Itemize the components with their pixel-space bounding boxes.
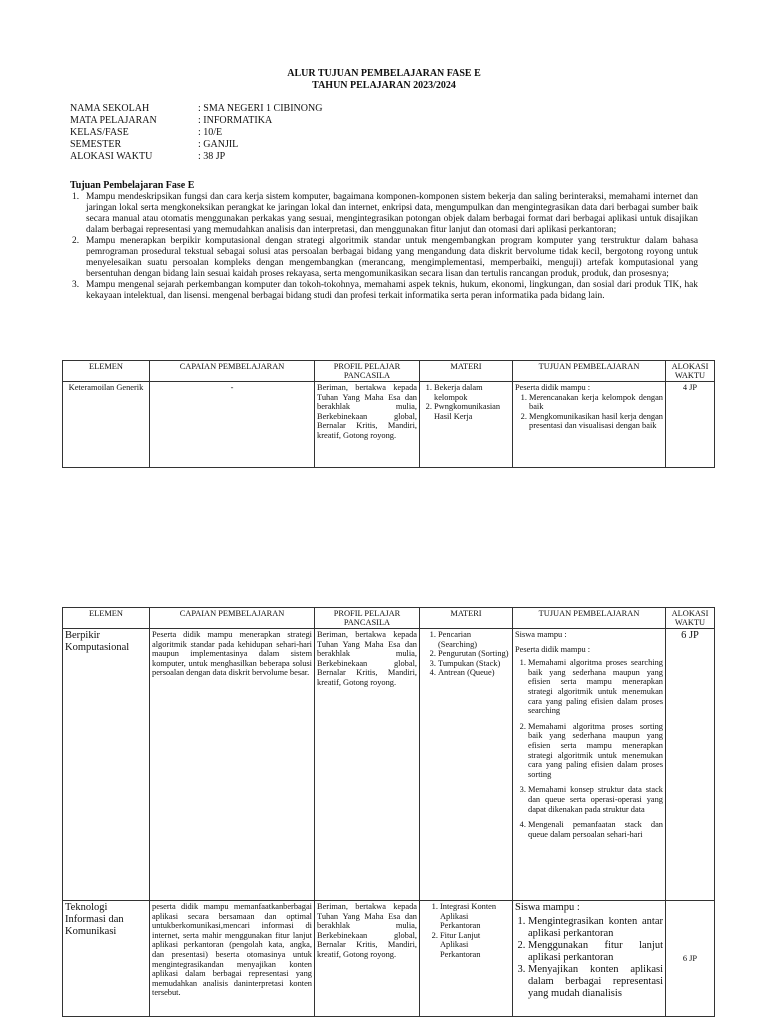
- header-capaian: CAPAIAN PEMBELAJARAN: [150, 608, 315, 629]
- cell-tujuan: [513, 382, 666, 468]
- cell-capaian: -: [150, 382, 315, 468]
- identity-row: [70, 115, 498, 127]
- header-materi: MATERI: [420, 608, 513, 629]
- table-header-row: [63, 361, 715, 382]
- materi-item: 1. Bekerja dalam kelompok: [434, 383, 510, 402]
- materi-list: [422, 383, 510, 421]
- cell-tujuan: [513, 629, 666, 901]
- identity-value: : SMA NEGERI 1 CIBINONG: [198, 103, 323, 114]
- goals-list: [70, 192, 698, 302]
- cell-capaian: Peserta didik mampu menerapkan strategi algoritmik standar pada kehidupan sehari-hari maupun implementasinya dalam sistem komputer, untuk menghasilkan beberapa solusi persoalan dengan data diskrit bervolume besar.: [150, 629, 315, 901]
- materi-list: [422, 630, 510, 678]
- materi-list: [422, 902, 510, 960]
- tujuan-item: 3. Menyajikan konten aplikasi dalam berbagai representasi yang mudah dianalisis: [528, 964, 663, 1000]
- document-subtitle: TAHUN PELAJARAN 2023/2024: [312, 80, 456, 91]
- goal-text: Mampu menerapkan berpikir komputasional dengan strategi algoritmik standar untuk mengembangkan program komputer yang terstruktur dalam bahasa pemrograman prosedural tekstual sebagai solusi atas persoalan berbagai bidang yang mengandung data diskrit bervolume tidak kecil, bergotong royong untuk menyelesaikan suatu persoalan kompleks dengan mengembangkan (merancang, mengimplementasi, memperbaiki, menguji) artefak komputasional yang bersentuhan dengan bidang lain sesuai kaidah proses rekayasa, serta mengomunikasikan secara lisan dan tertulis rancangan produk, produk, dan prosesnya;: [86, 236, 698, 279]
- identity-value: : 38 JP: [198, 151, 226, 162]
- goal-item: [70, 192, 698, 236]
- tujuan-list: [515, 658, 663, 839]
- tujuan-item: 3. Memahami konsep struktur data stack dan queue serta operasi-operasi yang dapat dikenakan pada struktur data: [528, 785, 663, 814]
- tujuan-intro: Siswa mampu :: [515, 630, 567, 639]
- identity-block: [70, 103, 498, 163]
- goal-number: 3.: [72, 280, 80, 290]
- identity-row: [70, 103, 498, 115]
- tujuan-intro: Peserta didik mampu :: [515, 383, 591, 392]
- cell-profil: Beriman, bertakwa kepada Tuhan Yang Maha Esa dan berakhlak mulia, Berkebinekaan global, Bernalar Kritis, Mandiri, kreatif, Gotong royong.: [315, 901, 420, 1017]
- header-elemen: ELEMEN: [63, 608, 150, 629]
- cell-profil: Beriman, bertakwa kepada Tuhan Yang Maha Esa dan berakhlak mulia, Berkebinekaan global, Bernalar Kritis, Mandiri, kreatif, Gotong royong.: [315, 629, 420, 901]
- header-alokasi: ALOKASI WAKTU: [666, 361, 715, 382]
- learning-table-1: [62, 360, 715, 468]
- header-profil: PROFIL PELAJAR PANCASILA: [315, 361, 420, 382]
- identity-value: : GANJIL: [198, 139, 239, 150]
- cell-materi: [420, 901, 513, 1017]
- table-header-row: [63, 608, 715, 629]
- tujuan-item: 1. Memahami algoritma proses searching baik yang sederhana maupun yang efisien serta mampu menerapkan strategi algoritmik untuk menemukan cara yang paling efisien dalam proses searching: [528, 658, 663, 716]
- cell-elemen: Berpikir Komputasional: [63, 629, 150, 901]
- materi-item: 2. Pwngkomunikasian Hasil Kerja: [434, 402, 510, 421]
- identity-value: : 10/E: [198, 127, 223, 138]
- identity-label: ALOKASI WAKTU: [70, 151, 153, 162]
- cell-alokasi: 6 JP: [666, 901, 715, 1017]
- tujuan-item: 4. Mengenali pemanfaatan stack dan queue dalam persoalan sehari-hari: [528, 820, 663, 839]
- tujuan-intro-secondary: Peserta didik mampu :: [515, 644, 591, 654]
- tujuan-item: 1. Merencanakan kerja kelompok dengan baik: [529, 393, 663, 412]
- table-row: [63, 901, 715, 1017]
- materi-item: 3. Tumpukan (Stack): [438, 659, 510, 669]
- materi-item: 2. Pengurutan (Sorting): [438, 649, 510, 659]
- identity-label: SEMESTER: [70, 139, 122, 150]
- header-capaian: CAPAIAN PEMBELAJARAN: [150, 361, 315, 382]
- table-row: [63, 629, 715, 901]
- tujuan-item: 2. Mengkomunikasikan hasil kerja dengan presentasi dan visualisasi dengan baik: [529, 412, 663, 431]
- identity-row: [70, 139, 498, 151]
- identity-label: KELAS/FASE: [70, 127, 129, 138]
- tujuan-item: 1. Mengintegrasikan konten antar aplikasi perkantoran: [528, 916, 663, 940]
- tujuan-item: 2. Menggunakan fitur lanjut aplikasi perkantoran: [528, 940, 663, 964]
- goal-item: [70, 236, 698, 280]
- identity-value: : INFORMATIKA: [198, 115, 273, 126]
- materi-item: 1. Pencarian (Searching): [438, 630, 510, 649]
- goal-text: Mampu mengenal sejarah perkembangan komputer dan tokoh-tokohnya, memahami aspek teknis, hukum, ekonomi, lingkungan, dan sosial dari produk TIK, hak kekayaan intelektual, dan lisensi. mengenal berbagai bidang studi dan profesi terkait informatika serta peran informatika pada bidang lain.: [86, 280, 698, 301]
- header-tujuan: TUJUAN PEMBELAJARAN: [513, 608, 666, 629]
- identity-label: NAMA SEKOLAH: [70, 103, 150, 114]
- cell-profil: Beriman, bertakwa kepada Tuhan Yang Maha Esa dan berakhlak mulia, Berkebinekaan global, Bernalar Kritis, Mandiri, kreatif, Gotong royong.: [315, 382, 420, 468]
- identity-row: [70, 151, 498, 163]
- header-tujuan: TUJUAN PEMBELAJARAN: [513, 361, 666, 382]
- goal-text: Mampu mendeskripsikan fungsi dan cara kerja sistem komputer, bagaimana komponen-komponen sistem bekerja dan saling berinteraksi, memahami internet dan jaringan lokal serta mengkoneksikan perangkat ke jaringan lokal dan internet, enkripsi data, mengumpulkan dan mengintegrasikan data dari berbagai sumber baik secara manual atau otomatis menggunakan perkakas yang sesuai, mengintegrasikan potongan objek dalam berbagai format dari berbagai aplikasi untuk disajikan dalam berbagai representasi yang memudahkan analisis dan interpretasi, dan menggunakan fitur lanjut dan otomasi dari aplikasi perkantoran;: [86, 192, 698, 235]
- tujuan-list: [515, 916, 663, 1000]
- goal-number: 1.: [72, 192, 80, 202]
- materi-item: 1. Integrasi Konten Aplikasi Perkantoran: [440, 902, 510, 931]
- table-row: [63, 382, 715, 468]
- goal-number: 2.: [72, 236, 80, 246]
- cell-alokasi: 4 JP: [666, 382, 715, 468]
- goal-item: [70, 280, 698, 302]
- cell-elemen: Teknologi Informasi dan Komunikasi: [63, 901, 150, 1017]
- learning-table-2: [62, 607, 715, 1017]
- identity-row: [70, 127, 498, 139]
- header-materi: MATERI: [420, 361, 513, 382]
- tujuan-item: 2. Memahami algoritma proses sorting baik yang sederhana maupun yang efisien serta mampu menerapkan strategi algoritmik untuk menemukan cara yang paling efisien dalam proses sorting: [528, 722, 663, 780]
- tujuan-intro: Siswa mampu :: [515, 902, 580, 913]
- document-title: ALUR TUJUAN PEMBELAJARAN FASE E: [287, 68, 481, 79]
- materi-item: 2. Fitur Lanjut Aplikasi Perkantoran: [440, 931, 510, 960]
- materi-item: 4. Antrean (Queue): [438, 668, 510, 678]
- cell-tujuan: [513, 901, 666, 1017]
- cell-materi: [420, 382, 513, 468]
- header-elemen: ELEMEN: [63, 361, 150, 382]
- header-alokasi: ALOKASI WAKTU: [666, 608, 715, 629]
- identity-label: MATA PELAJARAN: [70, 115, 157, 126]
- goals-heading: Tujuan Pembelajaran Fase E: [70, 180, 195, 191]
- cell-elemen: Keteramoilan Generik: [63, 382, 150, 468]
- tujuan-list: [515, 393, 663, 431]
- header-profil: PROFIL PELAJAR PANCASILA: [315, 608, 420, 629]
- cell-materi: [420, 629, 513, 901]
- cell-capaian: peserta didik mampu memanfaatkanberbagai aplikasi secara bersamaan dan optimal untukberkomunikasi,mencari informasi di internet, serta mahir menggunakan fitur lanjut aplikasi perkantoran (pengolah kata, angka, dan presentasi) beserta otomasinya untuk mengintegrasikandan menyajikan konten aplikasi dalam berbagai representasi yang memudahkan analisis daninterpretasi konten tersebut.: [150, 901, 315, 1017]
- cell-alokasi: 6 JP: [666, 629, 715, 901]
